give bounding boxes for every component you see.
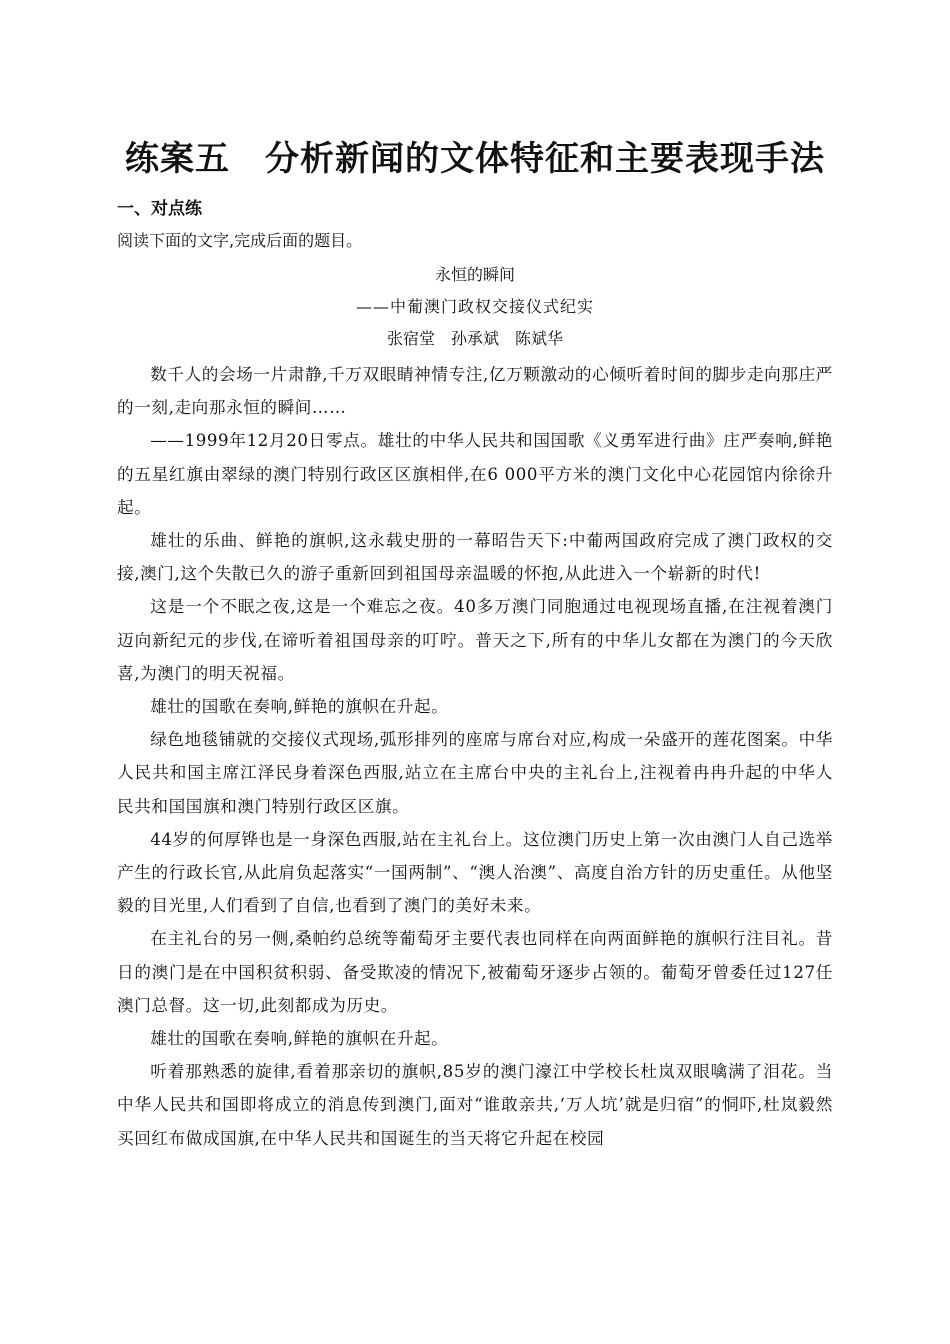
article-paragraph: 听着那熟悉的旋律,看着那亲切的旗帜,85岁的澳门濠江中学校长杜岚双眼噙满了泪花。当中华人民共和国即将成立的消息传到澳门,面对“谁敢亲共,‘万人坑’就是归宿”的恫吓,杜岚毅然买回红布做成国旗,在中华人民共和国诞生的当天将它升起在校园 (117, 1062, 833, 1148)
article-subtitle: ——中葡澳门政权交接仪式纪实 (355, 297, 594, 316)
reading-instruction: 阅读下面的文字,完成后面的题目。 (117, 231, 363, 250)
article-authors: 张宿堂 孙承斌 陈斌华 (386, 329, 563, 348)
article-body (117, 358, 833, 1155)
article-paragraph: 雄壮的乐曲、鲜艳的旗帜,这永载史册的一幕昭告天下:中葡两国政府完成了澳门政权的交接,澳门,这个失散已久的游子重新回到祖国母亲温暖的怀抱,从此进入一个崭新的时代! (117, 531, 833, 584)
page-title: 练案五 分析新闻的文体特征和主要表现手法 (125, 139, 825, 179)
article-paragraph: 在主礼台的另一侧,桑帕约总统等葡萄牙主要代表也同样在向两面鲜艳的旗帜行注目礼。昔日的澳门是在中国积贫积弱、备受欺凌的情况下,被葡萄牙逐步占领的。葡萄牙曾委任过127任澳门总督。这一切,此刻都成为历史。 (117, 929, 833, 1015)
article-paragraph: 绿色地毯铺就的交接仪式现场,弧形排列的座席与席台对应,构成一朵盛开的莲花图案。中华人民共和国主席江泽民身着深色西服,站立在主席台中央的主礼台上,注视着冉冉升起的中华人民共和国国旗和澳门特别行政区区旗。 (117, 730, 833, 816)
article-paragraph: 雄壮的国歌在奏响,鲜艳的旗帜在升起。 (150, 697, 449, 717)
article-paragraph: 雄壮的国歌在奏响,鲜艳的旗帜在升起。 (150, 1029, 449, 1049)
article-paragraph: ——1999年12月20日零点。雄壮的中华人民共和国国歌《义勇军进行曲》庄严奏响,鲜艳的五星红旗由翠绿的澳门特别行政区区旗相伴,在6 000平方米的澳门文化中心花园馆内徐徐升起。 (117, 431, 833, 517)
article-paragraph: 这是一个不眠之夜,这是一个难忘之夜。40多万澳门同胞通过电视现场直播,在注视着澳门迈向新纪元的步伐,在谛听着祖国母亲的叮咛。普天之下,所有的中华儿女都在为澳门的今天欣喜,为澳门的明天祝福。 (117, 597, 833, 683)
article-paragraph: 44岁的何厚铧也是一身深色西服,站在主礼台上。这位澳门历史上第一次由澳门人自己选举产生的行政长官,从此肩负起落实“一国两制”、“澳人治澳”、高度自治方针的历史重任。从他坚毅的目光里,人们看到了自信,也看到了澳门的美好未来。 (117, 829, 833, 916)
section-heading: 一、对点练 (117, 199, 202, 219)
article-title: 永恒的瞬间 (434, 265, 515, 284)
article-paragraph: 数千人的会场一片肃静,千万双眼睛神情专注,亿万颗激动的心倾听着时间的脚步走向那庄严的一刻,走向那永恒的瞬间…… (117, 365, 833, 418)
